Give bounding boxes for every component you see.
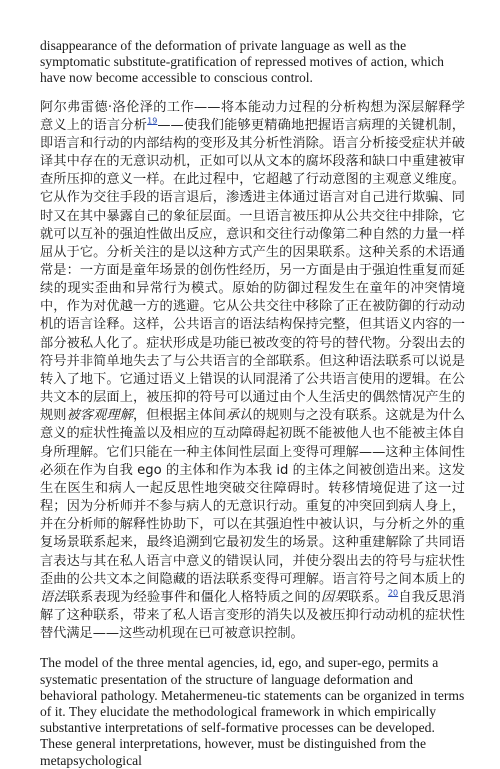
zh-text-2: ——使我们能够更精确地把握语言病理的关键机制，即语言和行动的内部结构的变形及其分析性消除。语言分析接受症状并破译其中存在的无意识动机，正如可以从文本的腐坏段落和缺口中重建被审查所压抑的意义一样。在此过程中，它超越了行动意图的主观意义维度。它从作为交往手段的语言退后，渗透进主体通过语言对自己进行欺骗、同时又在其中暴露自己的象征层面。一旦语言被压抑从公共交往中排除，它就可以互补的强迫性做出反应，意识和交往行动像第二种自然的力量一样屈从于它。分析关注的是以这种方式产生的因果联系。这种关系的术语通常是：一方面是童年场景的创伤性经历，另一方面是由于强迫性重复而延续的现实歪曲和异常行为模式。原始的防御过程发生在童年的冲突情境中，作为对优越一方的逃避。它从公共交往中移除了正在被防御的行动动机的语言诠释。这样，公共语言的语法结构保持完整，但其语义内容的一部分被私人化了。症状形成是功能已被改变的符号的替代物。分裂出去的符号并非简单地失去了与公共语言的全部联系。但这种语法联系可以说是转入了地下。它通过语义上错误的认同混淆了公共语言使用的逻辑。在公共文本的层面上，被压抑的符号可以通过由个人生活史的偶然情况产生的规则 — [40, 117, 465, 424]
document-page — [40, 38, 465, 769]
footnote-link-19[interactable]: 19 — [147, 116, 158, 126]
zh-emphasis-1: 被客观理解 — [66, 408, 133, 424]
zh-emphasis-3: 语法 — [40, 589, 67, 605]
zh-emphasis-4: 因果 — [321, 589, 348, 605]
zh-text-5: 联系表现为经验事件和僵化人格特质之间的 — [66, 589, 322, 605]
chinese-paragraph — [40, 99, 465, 644]
zh-text-7: 自我反思消解了这种联系，带来了私人语言变形的消失以及被压抑行动动机的症状性替代满足——这些动机现在已可被意识控制。 — [40, 589, 466, 642]
zh-emphasis-2: 承认 — [226, 408, 253, 424]
zh-text-3: ，但根据主体间 — [133, 408, 226, 424]
english-paragraph-bottom: The model of the three mental agencies, id, ego, and super-ego, permits a systematic presentation of the structure of language deformation and behavioral pathology. Metahermeneu-tic statements can be organized in terms of it. They elucidate the methodological framework in which empirically substantive interpretations of self-formative processes can be developed. These general interpretations, however, must be distinguished from the metapsychological — [40, 655, 465, 768]
english-paragraph-top: disappearance of the deformation of private language as well as the symptomatic substitute-gratification of repressed motives of action, which have now become accessible to conscious control. — [40, 38, 444, 86]
zh-text-4: 的规则与之没有联系。这就是为什么意义的症状性掩盖以及相应的互动障碍起初既不能被他人也不能被主体自身所理解。它们只能在一种主体间性层面上变得可理解——这种主体间性必须在作为自我 ego 的主体和作为本我 id 的主体之间被创造出来。这发生在医生和病人一起反思性地突破交往障碍时。转移情境促进了这一过程；因为分析师并不参与病人的无意识行动。重复的冲突回到病人身上，并在分析师的解释性协助下，可以在其强迫性中被认识，与分析之外的重复场景联系起来，最终追溯到它最初发生的场景。这种重建解除了共同语言表达与其在私人语言中意义的错误认同，并使分裂出去的符号与症状性歪曲的公共文本之间隐藏的语法联系变得可理解。语言符号之间本质上的 — [40, 408, 466, 587]
footnote-link-20[interactable]: 20 — [387, 588, 399, 598]
zh-text-1: 阿尔弗雷德·洛伦泽的工作——将本能动力过程的分析构想为深层解释学意义上的语言分析 — [40, 99, 465, 133]
zh-text-6: 联系。 — [347, 589, 388, 605]
